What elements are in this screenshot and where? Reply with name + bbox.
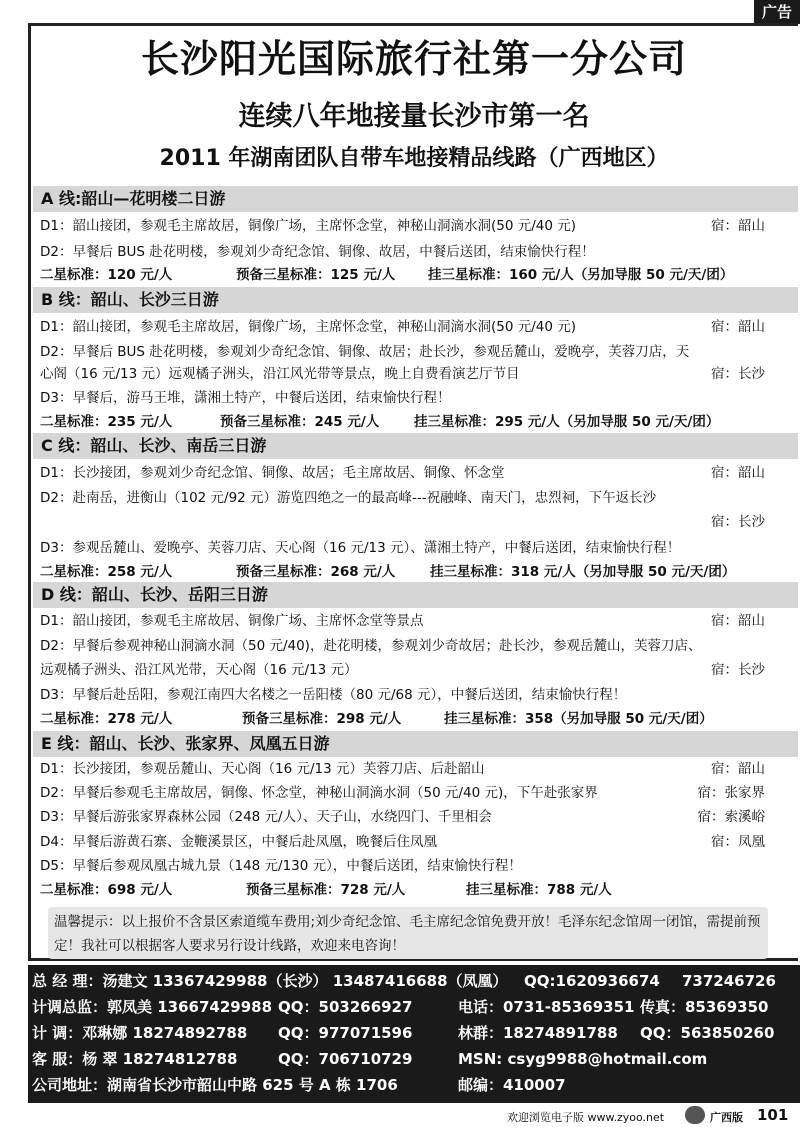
page-footer xyxy=(0,1104,800,1127)
contact-panel xyxy=(28,965,800,1103)
route-b-prices: 二星标准：235 元/人 预备三星标准：245 元/人 挂三星标准：295 元/人（另加导服 50 元/天/团） xyxy=(40,414,720,430)
route-e-header: E 线：韶山、长沙、张家界、凤凰五日游 xyxy=(33,731,798,757)
route-e-prices: 二星标准：698 元/人 预备三星标准：728 元/人 挂三星标准：788 元/人 xyxy=(40,882,612,898)
notice-box: 温馨提示：以上报价不含景区索道缆车费用;刘少奇纪念馆、毛主席纪念馆免费开放！毛泽东纪念馆周一闭馆，需提前预定！我社可以根据客人要求另行设计线路，欢迎来电咨询！ xyxy=(48,907,768,959)
route-c-day1: D1：长沙接团，参观刘少奇纪念馆、铜像、故居；毛主席故居、铜像、怀念堂 宿：韶山 xyxy=(40,465,765,481)
route-d-prices: 二星标准：278 元/人 预备三星标准：298 元/人 挂三星标准：358（另加导服 50 元/天/团） xyxy=(40,711,713,727)
route-e-day2: D2：早餐后参观毛主席故居，铜像、怀念堂，神秘山洞滴水洞（50 元/40 元)，下午赴张家界 宿：张家界 xyxy=(40,785,765,801)
ad-tag: 广告 xyxy=(754,0,800,24)
route-c-day2: D2：赴南岳，进衡山（102 元/92 元）游览四绝之一的最高峰---祝融峰、南天门，忠烈祠，下午返长沙 xyxy=(40,490,657,506)
company-title: 长沙阳光国际旅行社第一分公司 xyxy=(140,37,687,81)
route-a-day2: D2：早餐后 BUS 赴花明楼，参观刘少奇纪念馆、铜像、故居，中餐后送团，结束愉快行程！ xyxy=(40,244,595,260)
route-d-header: D 线：韶山、长沙、岳阳三日游 xyxy=(33,582,798,608)
route-c-day3: D3：参观岳麓山、爱晚亭、芙蓉刀店、天心阁（16 元/13 元）、潇湘土特产，中餐后送团，结束愉快行程！ xyxy=(40,540,681,556)
contact-row-planner: 计 调：邓琳娜 18274892788 QQ：977071596 林群：18274891788 QQ：563850260 xyxy=(32,1024,775,1042)
route-a-prices: 二星标准：120 元/人 预备三星标准：125 元/人 挂三星标准：160 元/人（另加导服 50 元/天/团） xyxy=(40,267,734,283)
route-c-header: C 线：韶山、长沙、南岳三日游 xyxy=(33,433,798,459)
edition-label: 广西版 xyxy=(710,1111,743,1124)
route-b-day2-cont: 心阁（16 元/13 元）远观橘子洲头，沿江风光带等景点，晚上自费看演艺厅节目 宿：长沙 xyxy=(40,366,765,382)
subtitle: 连续八年地接量长沙市第一名 xyxy=(238,101,590,132)
route-a-header: A 线:韶山—花明楼二日游 xyxy=(33,186,798,212)
contact-row-manager: 总 经 理：汤建文 13367429988（长沙） 13487416688（凤凰） QQ:1620936674 737246726 xyxy=(32,972,776,990)
contact-row-address: 公司地址：湖南省长沙市韶山中路 625 号 A 栋 1706 邮编：410007 xyxy=(32,1076,566,1094)
route-d-day2-cont: 远观橘子洲头、沿江风光带，天心阁（16 元/13 元） 宿：长沙 xyxy=(40,662,765,678)
route-a-day1: D1：韶山接团，参观毛主席故居，铜像广场，主席怀念堂，神秘山洞滴水洞(50 元/40 元) 宿：韶山 xyxy=(40,218,765,234)
route-b-header: B 线：韶山、长沙三日游 xyxy=(33,287,798,313)
route-b-day2: D2：早餐后 BUS 赴花明楼，参观刘少奇纪念馆、铜像、故居；赴长沙，参观岳麓山，爱晚亭，芙蓉刀店，天 xyxy=(40,344,690,360)
route-b-day3: D3：早餐后，游马王堆，潇湘土特产，中餐后送团，结束愉快行程！ xyxy=(40,390,451,406)
route-e-day5: D5：早餐后参观凤凰古城九景（148 元/130 元），中餐后送团，结束愉快行程！ xyxy=(40,858,522,874)
route-d-day1: D1：韶山接团，参观毛主席故居、铜像广场、主席怀念堂等景点 宿：韶山 xyxy=(40,613,765,629)
route-e-day3: D3：早餐后游张家界森林公园（248 元/人）、天子山，水绕四门、千里相会 宿：索溪峪 xyxy=(40,809,765,825)
contact-row-service: 客 服：杨 翠 18274812788 QQ：706710729 MSN: csyg9988@hotmail.com xyxy=(32,1050,708,1068)
route-e-day1: D1：长沙接团，参观岳麓山、天心阁（16 元/13 元）芙蓉刀店、后赴韶山 宿：韶山 xyxy=(40,761,765,777)
route-d-day3: D3：早餐后赴岳阳，参观江南四大名楼之一岳阳楼（80 元/68 元），中餐后送团，结束愉快行程！ xyxy=(40,687,627,703)
route-d-day2: D2：早餐后参观神秘山洞滴水洞（50 元/40)，赴花明楼，参观刘少奇故居；赴长沙，参观岳麓山，芙蓉刀店、 xyxy=(40,638,702,654)
footer-url-text: 欢迎浏览电子版 www.zyoo.net xyxy=(507,1111,665,1124)
contact-row-director: 计调总监：郭凤美 13667429988 QQ：503266927 电话：0731-85369351 传真：85369350 xyxy=(32,998,769,1016)
edition-logo-icon xyxy=(685,1106,705,1124)
headline: 2011 年湖南团队自带车地接精品线路（广西地区） xyxy=(159,146,669,171)
page-number: 101 xyxy=(757,1106,789,1124)
route-c-prices: 二星标准：258 元/人 预备三星标准：268 元/人 挂三星标准：318 元/人（另加导服 50 元/天/团） xyxy=(40,564,736,580)
route-e-day4: D4：早餐后游黄石寨、金鞭溪景区，中餐后赴凤凰，晚餐后住凤凰 宿：凤凰 xyxy=(40,834,765,850)
route-b-day1: D1：韶山接团，参观毛主席故居，铜像广场，主席怀念堂，神秘山洞滴水洞(50 元/40 元) 宿：韶山 xyxy=(40,319,765,335)
